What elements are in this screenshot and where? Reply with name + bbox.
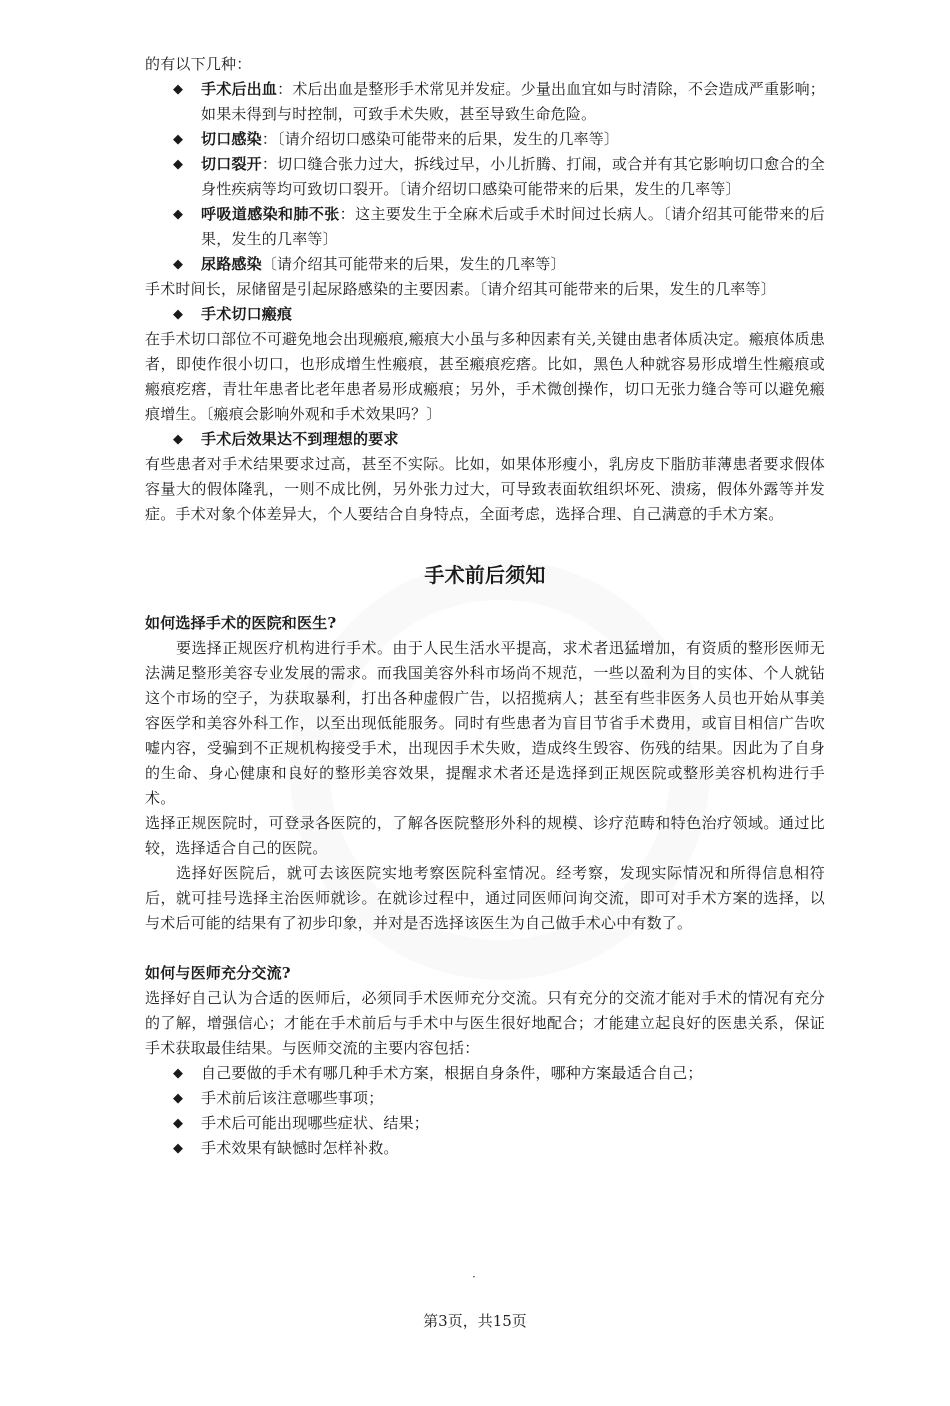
list-item [145, 152, 825, 202]
item-text: ：切口缝合张力过大，拆线过早，小儿折腾、打闹，或合并有其它影响切口愈合的全身性疾病等均可致切口裂开。〔请介绍切口感染可能带来的后果，发生的几率等〕 [201, 155, 825, 198]
item-text: 自己要做的手术有哪几种手术方案，根据自身条件，哪种方案最适合自己； [201, 1064, 703, 1082]
spacer [145, 936, 825, 961]
scar-title: 手术切口瘢痕 [201, 305, 293, 323]
expectation-title: 手术后效果达不到理想的要求 [201, 430, 399, 448]
diamond-bullet-icon: ◆ [173, 257, 184, 272]
list-item [145, 77, 825, 127]
diamond-bullet-icon: ◆ [173, 132, 184, 147]
choose-heading: 如何选择手术的医院和医生? [145, 614, 337, 632]
list-item [145, 252, 825, 277]
scar-heading [145, 302, 825, 327]
item-title: 切口感染 [201, 130, 262, 148]
diamond-bullet-icon: ◆ [173, 1141, 184, 1156]
diamond-bullet-icon: ◆ [173, 1091, 184, 1106]
diamond-bullet-icon: ◆ [173, 1116, 184, 1131]
item-text: ：这主要发生于全麻术后或手术时间过长病人。〔请介绍其可能带来的后果，发生的几率等〕 [201, 205, 825, 248]
expectation-heading [145, 427, 825, 452]
diamond-bullet-icon: ◆ [173, 207, 184, 222]
document-body [145, 52, 825, 1161]
page-footer: 第3页，共15页 [423, 1312, 527, 1330]
choose-paragraph-3: 选择好医院后，就可去该医院实地考察医院科室情况。经考察，发现实际情况和所得信息相符后，就可挂号选择主治医师就诊。在就诊过程中，通过同医师问询交流，即可对手术方案的选择，以与术后可能的结果有了初步印象，并对是否选择该医生为自己做手术心中有数了。 [145, 864, 825, 932]
communicate-heading: 如何与医师充分交流? [145, 964, 291, 982]
diamond-bullet-icon: ◆ [173, 307, 184, 322]
diamond-bullet-icon: ◆ [173, 432, 184, 447]
expectation-paragraph: 有些患者对手术结果要求过高，甚至不实际。比如，如果体形瘦小，乳房皮下脂肪菲薄患者要求假体容量大的假体隆乳，一则不成比例，另外张力过大，可导致表面软组织坏死、溃疡，假体外露等并发症。手术对象个体差异大，个人要结合自身特点，全面考虑，选择合理、自己满意的手术方案。 [145, 455, 825, 523]
list-item [145, 1061, 825, 1086]
list-item [145, 1086, 825, 1111]
item-text: 手术效果有缺憾时怎样补救。 [201, 1139, 399, 1157]
item-text: ：术后出血是整形手术常见并发症。少量出血宜如与时清除，不会造成严重影响；如果未得到与时控制，可致手术失败，甚至导致生命危险。 [201, 80, 825, 123]
diamond-bullet-icon: ◆ [173, 157, 184, 172]
list-item [145, 1111, 825, 1136]
diamond-bullet-icon: ◆ [173, 82, 184, 97]
item-text: 手术后可能出现哪些症状、结果； [201, 1114, 430, 1132]
scar-paragraph: 在手术切口部位不可避免地会出现瘢痕,瘢痕大小虽与多种因素有关,关键由患者体质决定。瘢痕体质患者，即使作很小切口，也形成增生性瘢痕，甚至瘢痕疙瘩。比如，黑色人种就容易形成增生性瘢痕或瘢痕疙瘩，青壮年患者比老年患者易形成瘢痕；另外，手术微创操作，切口无张力缝合等可以避免瘢痕增生。〔瘢痕会影响外观和手术效果吗？〕 [145, 330, 825, 423]
intro-line: 的有以下几种： [145, 55, 252, 73]
item-title: 切口裂开 [201, 155, 262, 173]
item-text: 〔请介绍其可能带来的后果，发生的几率等〕 [261, 255, 566, 273]
choose-paragraph-2: 选择正规医院时，可登录各医院的，了解各医院整形外科的规模、诊疗范畴和特色治疗领域。通过比较，选择适合自己的医院。 [145, 814, 825, 857]
list-item [145, 202, 825, 252]
item-text: ：〔请介绍切口感染可能带来的后果，发生的几率等〕 [261, 130, 620, 148]
list-item [145, 1136, 825, 1161]
center-dot: · [472, 1270, 476, 1284]
item-title: 手术后出血 [201, 80, 278, 98]
section-title: 手术前后须知 [424, 563, 546, 587]
choose-paragraph-1: 要选择正规医疗机构进行手术。由于人民生活水平提高，求术者迅猛增加，有资质的整形医师无法满足整形美容专业发展的需求。而我国美容外科市场尚不规范，一些以盈利为目的实体、个人就钻这个市场的空子，为获取暴利，打出各种虚假广告，以招揽病人；甚至有些非医务人员也开始从事美容医学和美容外科工作，以至出现低能服务。同时有些患者为盲目节省手术费用，或盲目相信广告吹嘘内容，受骗到不正规机构接受手术，出现因手术失败，造成终生毁容、伤残的结果。因此为了自身的生命、身心健康和良好的整形美容效果，提醒求术者还是选择到正规医院或整形美容机构进行手术。 [145, 639, 825, 807]
item-title: 尿路感染 [201, 255, 262, 273]
communicate-paragraph: 选择好自己认为合适的医师后，必须同手术医师充分交流。只有充分的交流才能对手术的情况有充分的了解，增强信心；才能在手术前后与手术中与医生很好地配合；才能建立起良好的医患关系，保证手术获取最佳结果。与医师交流的主要内容包括： [145, 989, 825, 1057]
item-text: 手术前后该注意哪些事项； [201, 1089, 384, 1107]
list-item [145, 127, 825, 152]
urinary-paragraph: 手术时间长，尿储留是引起尿路感染的主要因素。〔请介绍其可能带来的后果，发生的几率等〕 [145, 280, 776, 298]
item-title: 呼吸道感染和肺不张 [201, 205, 340, 223]
diamond-bullet-icon: ◆ [173, 1066, 184, 1081]
